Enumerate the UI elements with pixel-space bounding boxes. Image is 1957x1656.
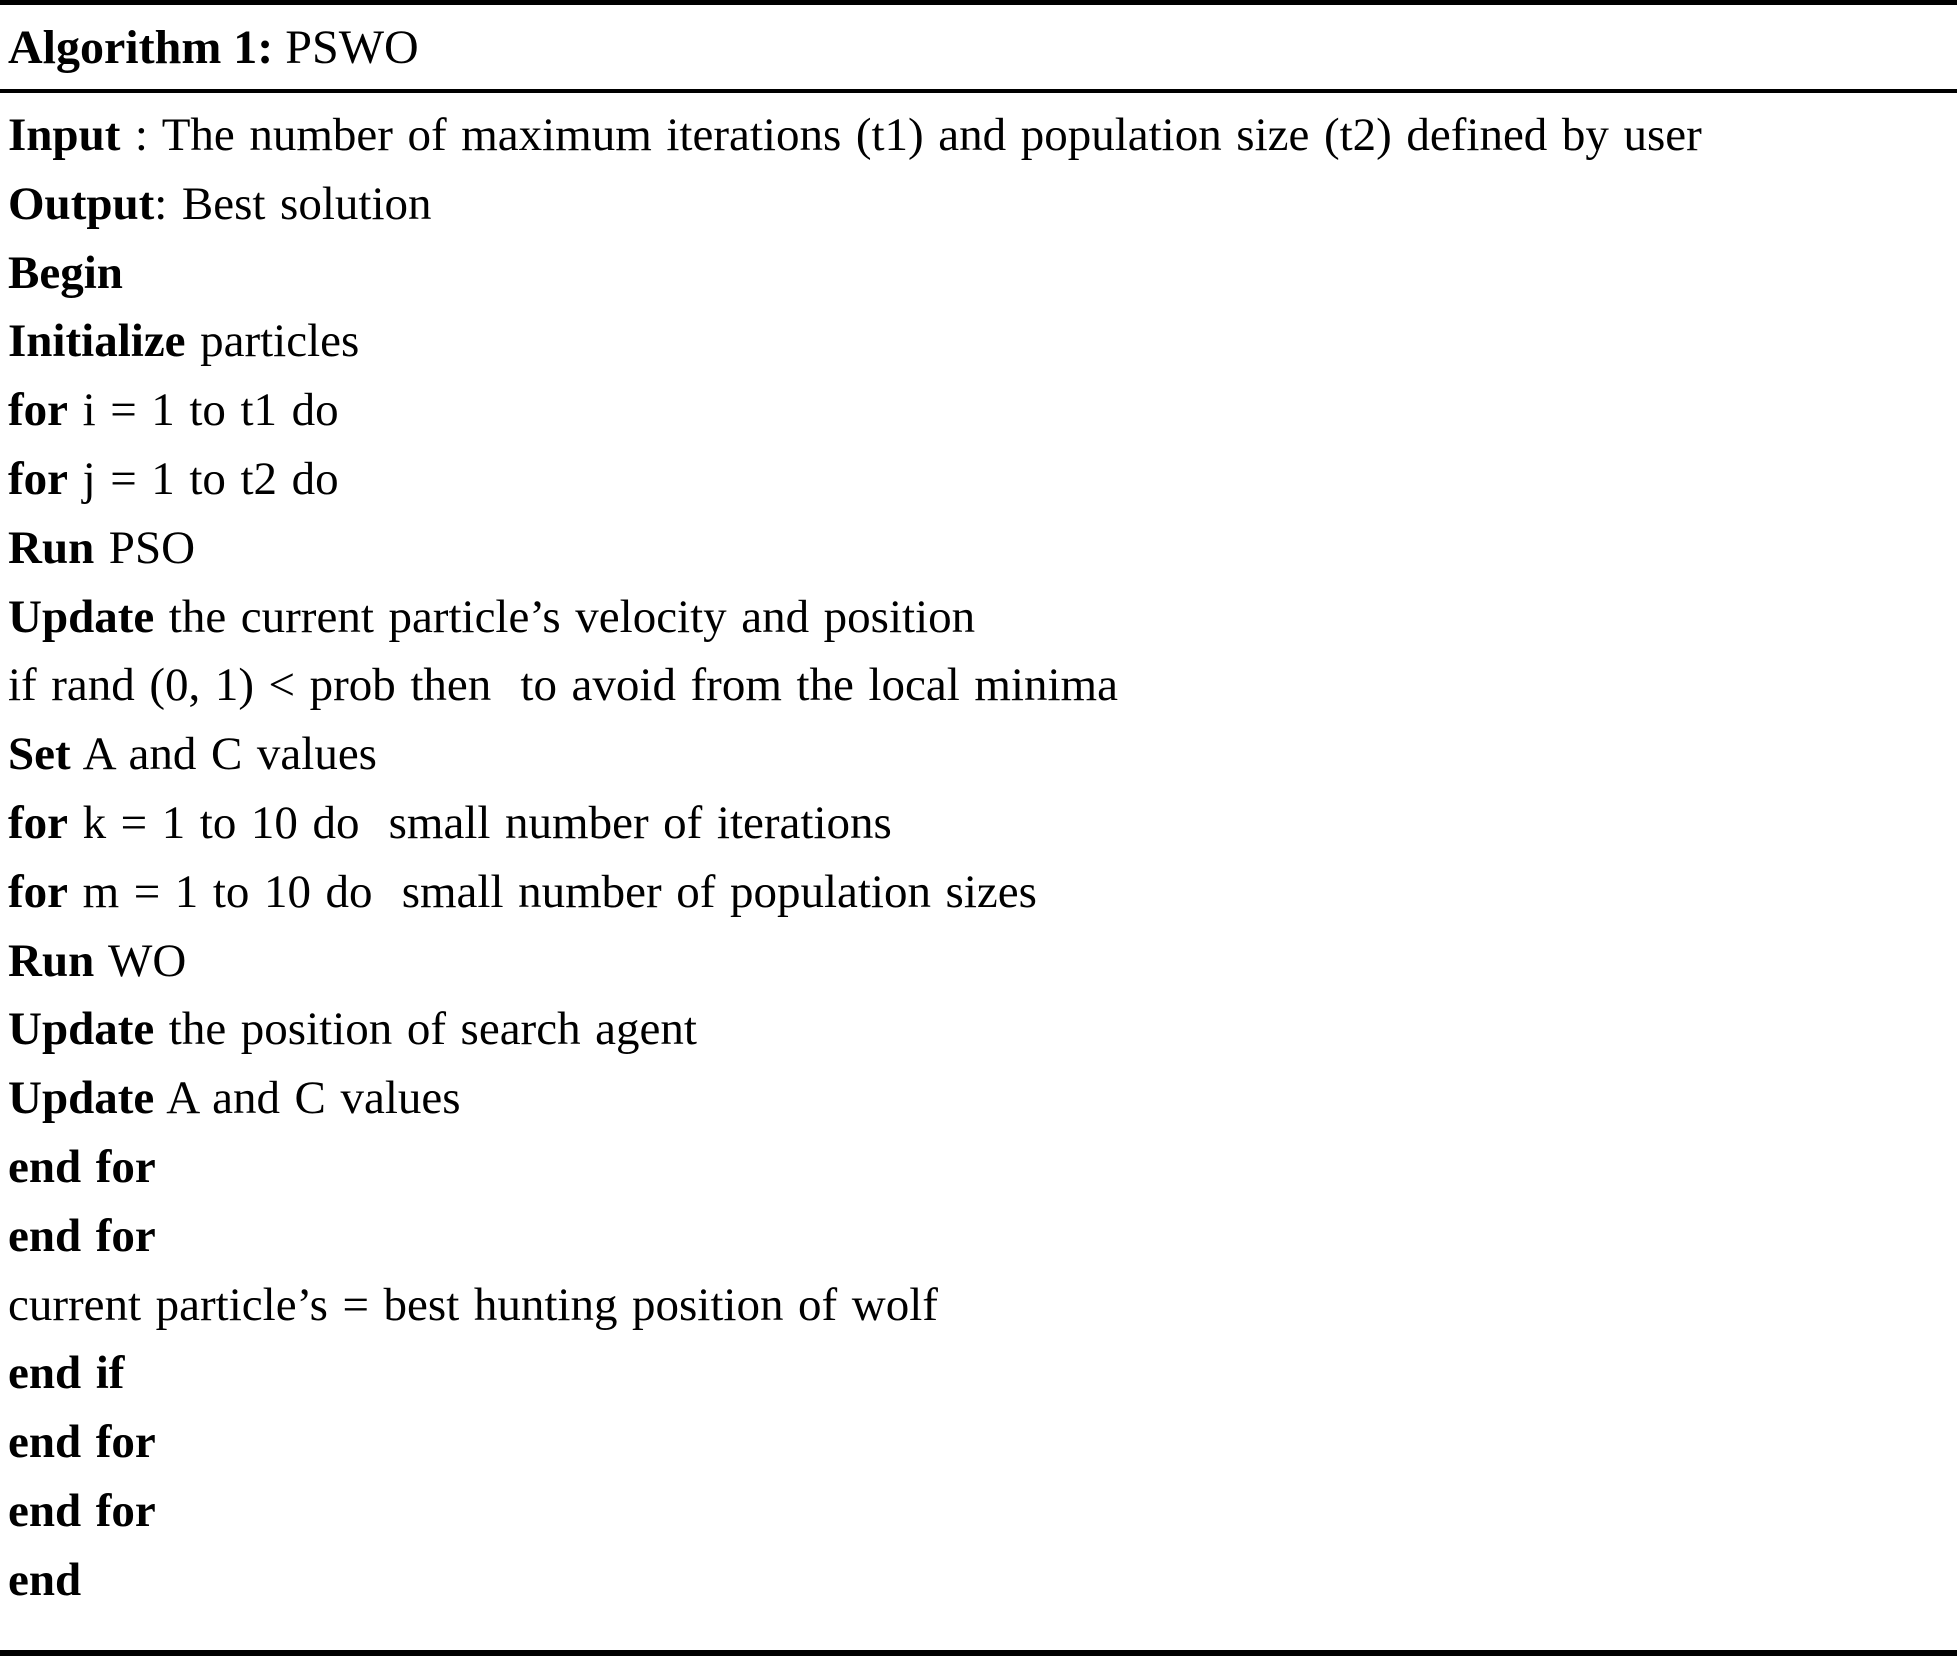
algorithm-line [8, 1408, 1947, 1477]
keyword-segment: Update [8, 1003, 155, 1056]
algorithm-line [8, 1064, 1947, 1133]
text-segment: A and C values [70, 728, 377, 781]
algorithm-line [8, 1477, 1947, 1546]
algorithm-line [8, 1202, 1947, 1271]
algorithm-line [8, 376, 1947, 445]
text-segment: particles [185, 315, 360, 368]
algorithm-line [8, 927, 1947, 996]
text-segment: the current particle’s velocity and position [154, 590, 976, 643]
keyword-segment: end if [8, 1347, 125, 1400]
algorithm-line [8, 1546, 1947, 1615]
keyword-segment: Set [8, 728, 71, 781]
algorithm-line [8, 514, 1947, 583]
keyword-segment: Initialize [8, 315, 186, 368]
algorithm-header [0, 5, 1957, 89]
keyword-segment: for [8, 452, 69, 505]
text-segment: j = 1 to t2 do [68, 452, 339, 505]
keyword-segment: Begin [8, 246, 123, 299]
text-segment: A and C values [154, 1072, 461, 1125]
keyword-segment: Input [8, 109, 121, 161]
algorithm-title-name: PSWO [273, 20, 419, 74]
text-segment: the position of search agent [154, 1003, 697, 1056]
keyword-segment: for [8, 796, 69, 849]
text-segment: PSO [94, 521, 196, 574]
algorithm-line [8, 445, 1947, 514]
text-segment: if rand (0, 1) < prob then to avoid from the local minima [8, 659, 1118, 712]
algorithm-line [8, 858, 1947, 927]
algorithm-line [8, 651, 1947, 720]
keyword-segment: Output [8, 177, 155, 230]
keyword-segment: end for [8, 1484, 156, 1537]
algorithm-line [8, 995, 1947, 1064]
keyword-segment: Run [8, 521, 95, 574]
text-segment: : Best solution [154, 177, 432, 230]
text-segment: m = 1 to 10 do small number of population sizes [68, 865, 1037, 918]
text-segment: : The number of maximum iterations (t1) and population size (t2) defined by user [120, 109, 1702, 161]
algorithm-line [8, 239, 1947, 308]
keyword-segment: for [8, 865, 69, 918]
text-segment: k = 1 to 10 do small number of iterations [68, 796, 892, 849]
algorithm-title-label: Algorithm 1: [8, 20, 274, 74]
algorithm-line [8, 101, 1947, 170]
keyword-segment: end for [8, 1209, 156, 1262]
algorithm-line [8, 307, 1947, 376]
algorithm-line [8, 583, 1947, 652]
keyword-segment: end for [8, 1416, 156, 1469]
algorithm-line [8, 789, 1947, 858]
text-segment: WO [94, 934, 187, 987]
algorithm-body [0, 93, 1957, 1615]
bottom-rule [0, 1650, 1957, 1656]
text-segment: i = 1 to t1 do [68, 384, 339, 437]
keyword-segment: end [8, 1553, 82, 1606]
keyword-segment: Update [8, 1072, 155, 1125]
algorithm-line [8, 1133, 1947, 1202]
algorithm-line [8, 1339, 1947, 1408]
algorithm-line [8, 720, 1947, 789]
keyword-segment: for [8, 384, 69, 437]
keyword-segment: Run [8, 934, 95, 987]
text-segment: current particle’s = best hunting position of wolf [8, 1278, 938, 1331]
keyword-segment: Update [8, 590, 155, 643]
keyword-segment: end for [8, 1140, 156, 1193]
algorithm-line [8, 170, 1947, 239]
algorithm-line [8, 1271, 1947, 1340]
